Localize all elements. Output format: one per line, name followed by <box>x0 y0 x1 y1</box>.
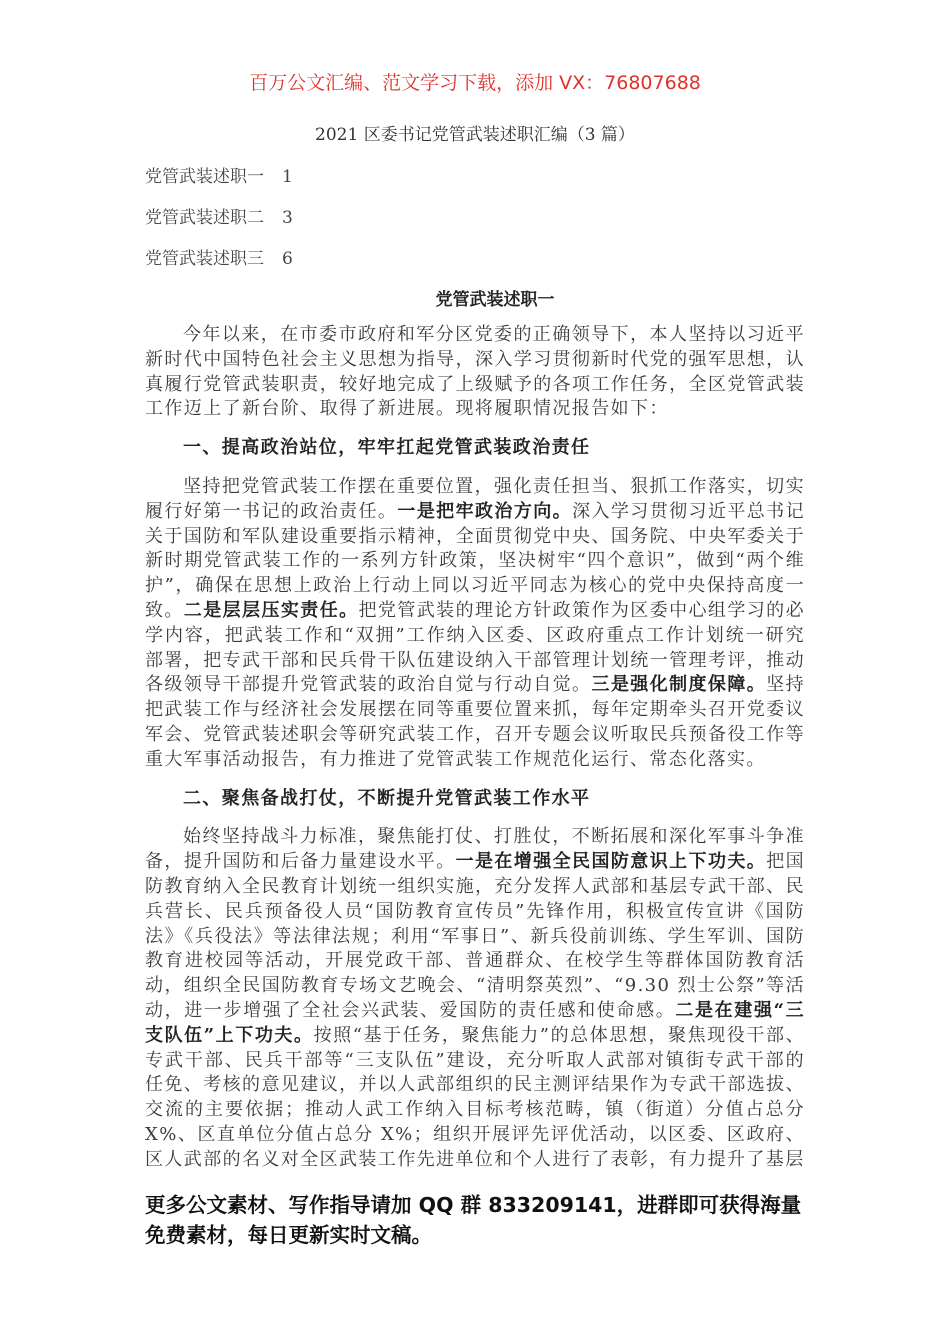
text: 深入学习贯彻习近平总书记关于国防和军队建设重要指示精神，全面贯彻党中央、国务院、中央军委关于新时期党管武装工作的一系列方针政策，坚决树牢“四个意识”，做到“两个维护”，确保在思想上政治上行动上同以习近平同志为核心的党中央保持高度一致。 <box>145 500 805 621</box>
bold-text: 三是强化制度保障。 <box>591 674 767 696</box>
section-title: 党管武装述职一 <box>435 290 555 310</box>
bold-text: 二是在建强“三支队伍”上下功夫。 <box>145 999 805 1046</box>
promo-banner: 百万公文汇编、范文学习下载，添加 VX：76807688 <box>249 72 701 94</box>
text: 把党管武装的理论方针政策作为区委中心组学习的必学内容，把武装工作和“双拥”工作纳入区委、区政府重点工作计划统一研究部署，把专武干部和民兵骨干队伍建设纳入干部管理计划统一管理考评，推动各级领导干部提升党管武装的政治自觉与行动自觉。 <box>145 599 805 696</box>
bold-text: 二是层层压实责任。 <box>183 599 359 621</box>
bold-text: 一是在增强全民国防意识上下功夫。 <box>455 851 767 873</box>
intro-paragraph: 今年以来，在市委市政府和军分区党委的正确领导下，本人坚持以习近平新时代中国特色社会主义思想为指导，深入学习贯彻新时代党的强军思想，认真履行党管武装职责，较好地完成了上级赋予的各项工作任务，全区党管武装工作迈上了新台阶、取得了新进展。现将履职情况报告如下： <box>145 324 805 420</box>
toc-item[interactable] <box>145 244 293 269</box>
toc-page: 3 <box>282 208 293 228</box>
bold-text: 一是把牢政治方向。 <box>397 500 573 522</box>
text: 坚持把党管武装工作摆在重要位置，强化责任担当、狠抓工作落实，切实履行好第一书记的政治责任。 <box>145 475 805 522</box>
toc-label: 党管武装述职二 <box>145 208 264 228</box>
toc-item[interactable] <box>145 162 293 187</box>
document-title: 2021 区委书记党管武装述职汇编（3 篇） <box>315 125 635 145</box>
document-body <box>145 323 805 1173</box>
text: 把国防教育纳入全民教育计划统一组织实施，充分发挥人武部和基层专武干部、民兵营长、民兵预备役人员“国防教育宣传员”先锋作用，积极宣传宣讲《国防法》《兵役法》等法律法规；利用“军事日”、新兵役前训练、学生军训、国防教育进校园等活动，开展党政干部、普通群众、在校学生等群体国防教育活动，组织全民国防教育专场文艺晚会、“清明祭英烈”、“9.30 烈士公祭”等活动，进一步增强了全社会兴武装、爱国防的责任感和使命感。 <box>145 851 805 1021</box>
toc-page: 1 <box>282 167 293 187</box>
heading-2: 二、聚焦备战打仗，不断提升党管武装工作水平 <box>183 787 591 809</box>
toc-label: 党管武装述职一 <box>145 167 264 187</box>
promo-footer: 更多公文素材、写作指导请加 QQ 群 833209141，进群即可获得海量免费素材，每日更新实时文稿。 <box>145 1193 802 1247</box>
toc-page: 6 <box>282 249 293 269</box>
toc-item[interactable] <box>145 203 293 228</box>
heading-1: 一、提高政治站位，牢牢扛起党管武装政治责任 <box>183 437 591 459</box>
toc-label: 党管武装述职三 <box>145 249 264 269</box>
text: 按照“基于任务，聚焦能力”的总体思想，聚焦现役干部、专武干部、民兵干部等“三支队伍”建设，充分听取人武部对镇街专武干部的任免、考核的意见建议，并以人武部组织的民主测评结果作为专武干部选拔、交流的主要依据；推动人武工作纳入目标考核范畴，镇（街道）分值占总分 X%、区直单位分值占总分 X%；组织开展评先评优活动，以区委、区政府、区人武部的名义对全区武装工作先进单位和个人进行了表彰，有力提升了基层 <box>145 1024 805 1170</box>
paragraph-2 <box>145 825 805 1172</box>
text: 始终坚持战斗力标准，聚焦能打仗、打胜仗，不断拓展和深化军事斗争准备，提升国防和后备力量建设水平。 <box>145 826 805 873</box>
text: 坚持把武装工作与经济社会发展摆在同等重要位置来抓，每年定期牵头召开党委议军会、党管武装述职会等研究武装工作，召开专题会议听取民兵预备役工作等重大军事活动报告，有力推进了党管武装工作规范化运行、常态化落实。 <box>145 674 805 770</box>
paragraph-1 <box>145 475 805 773</box>
